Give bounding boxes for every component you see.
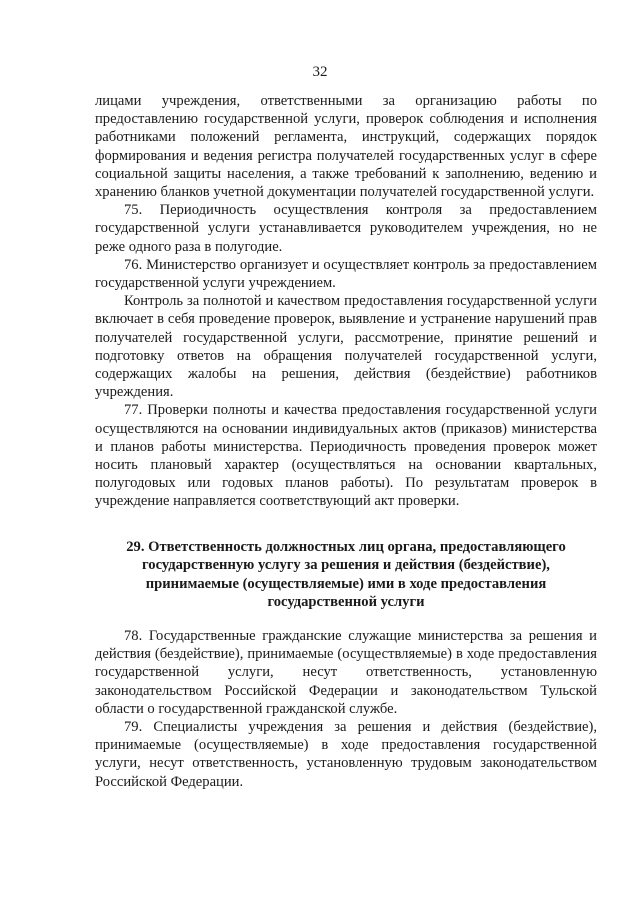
paragraph-76-control: Контроль за полнотой и качеством предоставления государственной услуги включает в себя проведение проверок, выявление и устранение нарушений прав получателей государственной услуги, рассмотрение, принятие решений и подготовку ответов на обращения получателей государственной услуги, содержащих жалобы на решения, действия (бездействие) работников учреждения.	[95, 293, 597, 401]
paragraph-78: 78. Государственные гражданские служащие министерства за решения и действия (бездействие), принимаемые (осуществляемые) в ходе предоставления государственной услуги, несут ответственность, установленную законодательством Российской Федерации и законодательством Тульской области о государственной гражданской службе.	[95, 628, 597, 717]
page-number: 32	[312, 64, 328, 80]
body-text-bottom	[95, 627, 597, 791]
paragraph-continuation: лицами учреждения, ответственными за организацию работы по предоставлению государственной услуги, проверок соблюдения и исполнения работниками положений регламента, инструкций, содержащих порядок формирования и ведения регистра получателей государственных услуг в сфере социальной защиты населения, а также требований к заполнению, ведению и хранению бланков учетной документации получателей государственной услуги.	[95, 93, 597, 201]
paragraph-75: 75. Периодичность осуществления контроля за предоставлением государственной услуги устанавливается руководителем учреждения, но не реже одного раза в полугодие.	[95, 202, 597, 255]
paragraph-79: 79. Специалисты учреждения за решения и действия (бездействие), принимаемые (осуществляемые) в ходе предоставления государственной услуги, несут ответственность, установленную трудовым законодательством Российской Федерации.	[95, 719, 597, 790]
body-text-top	[95, 92, 597, 511]
paragraph-77: 77. Проверки полноты и качества предоставления государственной услуги осуществляются на основании индивидуальных актов (приказов) министерства и планов работы министерства. Периодичность проведения проверок может носить плановый характер (осуществляться на основании квартальных, полугодовых или годовых планов работы). По результатам проверок в учреждение направляется соответствующий акт проверки.	[95, 402, 597, 510]
paragraph-76: 76. Министерство организует и осуществляет контроль за предоставлением государственной услуги учреждением.	[95, 256, 597, 292]
section-heading-29: 29. Ответственность должностных лиц органа, предоставляющего государственную услугу за решения и действия (бездействие), принимаемые (осуществляемые) ими в ходе предоставления государственной услуги	[126, 539, 566, 611]
